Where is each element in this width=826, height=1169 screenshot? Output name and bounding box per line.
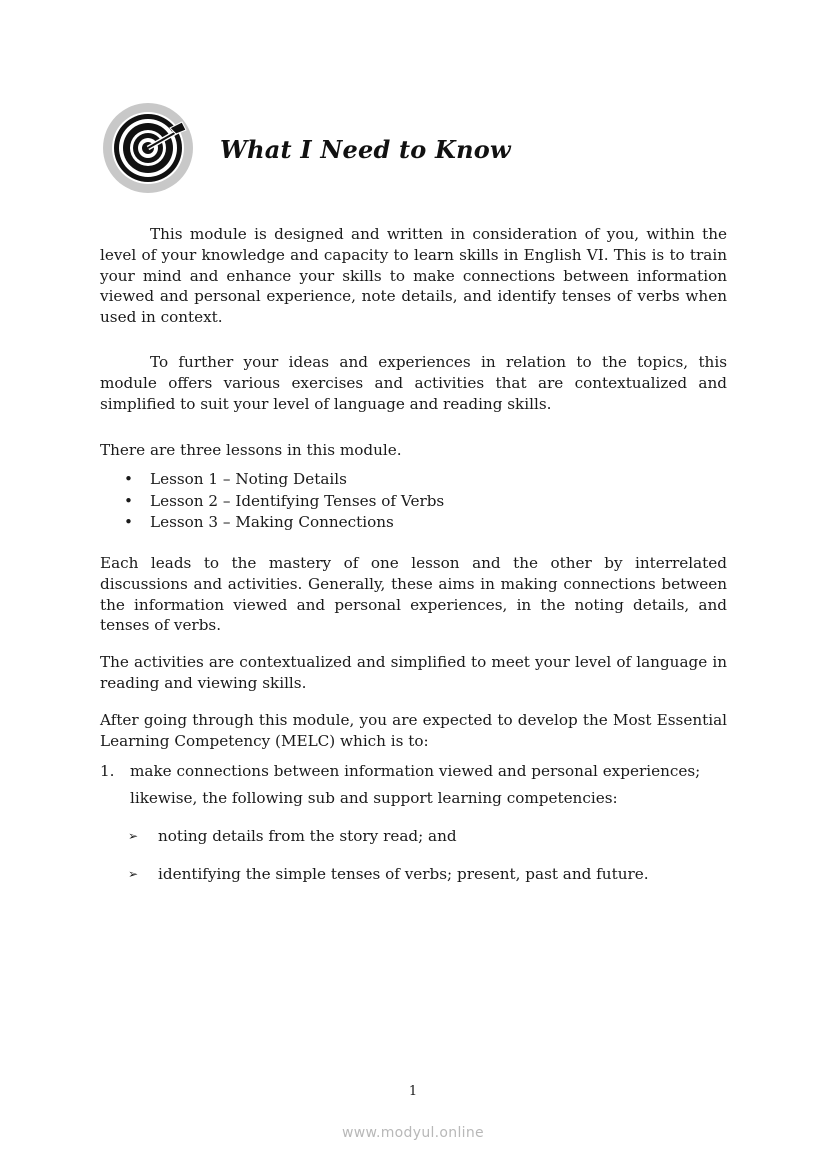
arrowhead-bullet-icon: ➢ [128,829,139,843]
each-leads-paragraph: Each leads to the mastery of one lesson and the other by interrelated discussions and activities. Generally, these aims in making connections between the information viewed and personal experiences, in the noting details, and tenses of verbs. [100,554,727,635]
watermark: www.modyul.online [342,1125,484,1141]
list-item: • Lesson 3 – Making Connections [124,512,444,534]
list-item: • Lesson 1 – Noting Details [124,469,444,491]
competency-line-2: likewise, the following sub and support learning competencies: [130,789,618,807]
lessons-intro: There are three lessons in this module. [100,441,402,459]
further-paragraph: To further your ideas and experiences in relation to the topics, this module offers various exercises and activities that are contextualized and simplified to suit your level of language and reading skills. [100,353,727,413]
competency-number: 1. [100,762,115,780]
list-item: • Lesson 2 – Identifying Tenses of Verbs [124,491,444,513]
target-icon [102,102,194,194]
intro-paragraph: This module is designed and written in consideration of you, within the level of your knowledge and capacity to learn skills in English VI. This is to train your mind and enhance your skills to make connections between information viewed and personal experience, note details, and identify tenses of verbs when used in context. [100,225,727,327]
competency-line-1: make connections between information viewed and personal experiences; [130,762,701,780]
sub-competency-text: noting details from the story read; and [158,827,457,845]
sub-competency-text: identifying the simple tenses of verbs; present, past and future. [158,865,649,883]
activities-paragraph: The activities are contextualized and simplified to meet your level of language in reading and viewing skills. [100,653,727,692]
page-number: 1 [408,1084,418,1099]
after-paragraph: After going through this module, you are expected to develop the Most Essential Learning Competency (MELC) which is to: [100,711,727,750]
section-header [102,102,602,197]
section-title: What I Need to Know [220,135,511,164]
lesson-list [124,469,444,534]
arrowhead-bullet-icon: ➢ [128,867,139,881]
